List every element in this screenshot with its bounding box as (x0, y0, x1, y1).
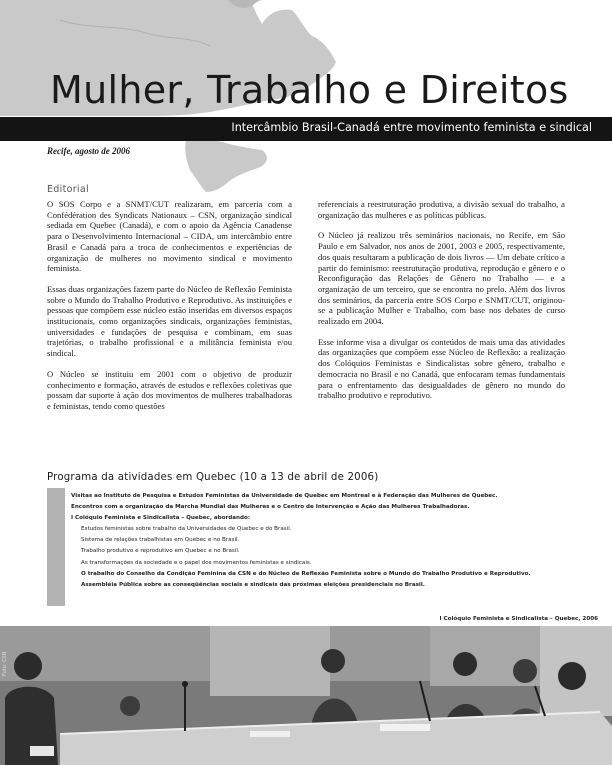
banner-tab (0, 117, 18, 141)
place-date: Recife, agosto de 2006 (47, 146, 130, 156)
program-list (65, 488, 612, 591)
editorial-paragraph: O SOS Corpo e a SNMT/CUT realizaram, em parceria com a Confédération des Syndicats Nationaux – CSN, organização sindical sediada em Quebec (Canadá), e com o apoio da Agência Canadense para o Desenvolvimento Internacional – CIDA, um intercâmbio entre Brasil e Canadá para a troca de conhecimentos e experiências de organização de mulheres no movimento sindical e movimento feminista. (47, 199, 292, 274)
editorial-left-column (47, 199, 292, 422)
editorial-paragraph: Essas duas organizações fazem parte do Núcleo de Reflexão Feminista sobre o Mundo do Trabalho Produtivo e Reprodutivo. As instituições e pessoas que compõem esse núcleo estão inseridas em diversos espaços institucionais, como organizações sindicais, organizações feministas, universidades e fundações de pesquisa e combinam, em suas trajetórias, o trabalho profissional e a militância feminista e/ou sindical. (47, 283, 292, 359)
program-subitem: Sistema de relações trabalhistas em Quebec e no Brasil. (81, 537, 240, 544)
editorial-paragraph: O Núcleo se instituiu em 2001 com o objetivo de produzir conhecimento e formação, através de estudos e reflexões coletivas que possam dar suporte à ação dos movimentos de mulheres trabalhadoras e feministas, tendo como questões (47, 368, 292, 411)
program-subitem: As transformações da sociedade e o papel dos movimentos feministas e sindicais. (81, 559, 312, 566)
editorial-label: Editorial (47, 184, 89, 195)
meeting-photo-illustration (0, 626, 612, 765)
editorial-paragraph: O Núcleo já realizou três seminários nacionais, no Recife, em São Paulo e em Salvador, nos anos de 2001, 2003 e 2005, respectivamente, dos quais resultaram a publicação de dois livros — Um debate crítico a partir do feminismo: reestruturação produtiva, reprodução e gênero e o Reconfiguração das Relações de Gênero no Trabalho — e a organização de um terceiro, que se encontra no prelo. Além dos livros dos seminários, da parceria entre SOS Corpo e SNMT/CUT, originou-se a publicação Mulher e Trabalho, com base nos debates de curso realizado em 2004. (318, 230, 565, 327)
editorial-paragraph: referenciais a reestruturação produtiva, a divisão sexual do trabalho, a organização das mulheres e as políticas públicas. (318, 199, 565, 220)
editorial-paragraph: Esse informe visa a divulgar os conteúdos de mais uma das atividades das organizações que compõem esse Núcleo de Reflexão: a realização dos Colóquios Feministas e Sindicalistas sobre gênero, trabalho e democracia no Brasil e no Canadá, que enfocaram temas fundamentais para o enfrentamento das desigualdades de gênero no mundo do trabalho produtivo e reprodutivo. (318, 336, 565, 401)
photo-caption: I Colóquio Feminista e Sindicalista – Quebec, 2006 (439, 616, 598, 622)
program-item: I Colóquio Feminista e Sindicalista – Quebec, abordando: (71, 515, 251, 522)
program-subitem: Estudos feministas sobre trabalho da Universidades de Quebec e do Brasil. (81, 526, 292, 533)
page-title: Mulher, Trabalho e Direitos (50, 68, 569, 112)
program-item: Encontros com a organização da Marcha Mundial das Mulheres e o Centro de Intervenção e Ação das Mulheres Trabalhadoras. (71, 504, 470, 511)
program-item: Assembléia Pública sobre as conseqüências sociais e sindicais das próximas eleições presidenciais no Brasil. (81, 581, 425, 588)
program-subitem: O trabalho do Conselho da Condição Feminina da CSN e do Núcleo de Reflexão Feminista sobre o Mundo do Trabalho Produtivo e Reprodutivo. (81, 570, 531, 577)
program-title: Programa da atividades em Quebec (10 a 13 de abril de 2006) (47, 472, 379, 483)
photo-credit: Foto: CSN (2, 651, 8, 676)
program-subitem: Trabalho produtivo e reprodutivo em Quebec e no Brasil. (81, 548, 240, 555)
program-box (47, 488, 612, 606)
subtitle: Intercâmbio Brasil-Canadá entre movimento feminista e sindical (231, 121, 592, 134)
editorial-right-column (318, 199, 565, 411)
program-item: Visitas ao Instituto de Pesquisa e Estudos Feministas da Universidade de Quebec em Montreal e à Federação das Mulheres de Quebec. (71, 493, 498, 499)
meeting-photo (0, 626, 612, 765)
